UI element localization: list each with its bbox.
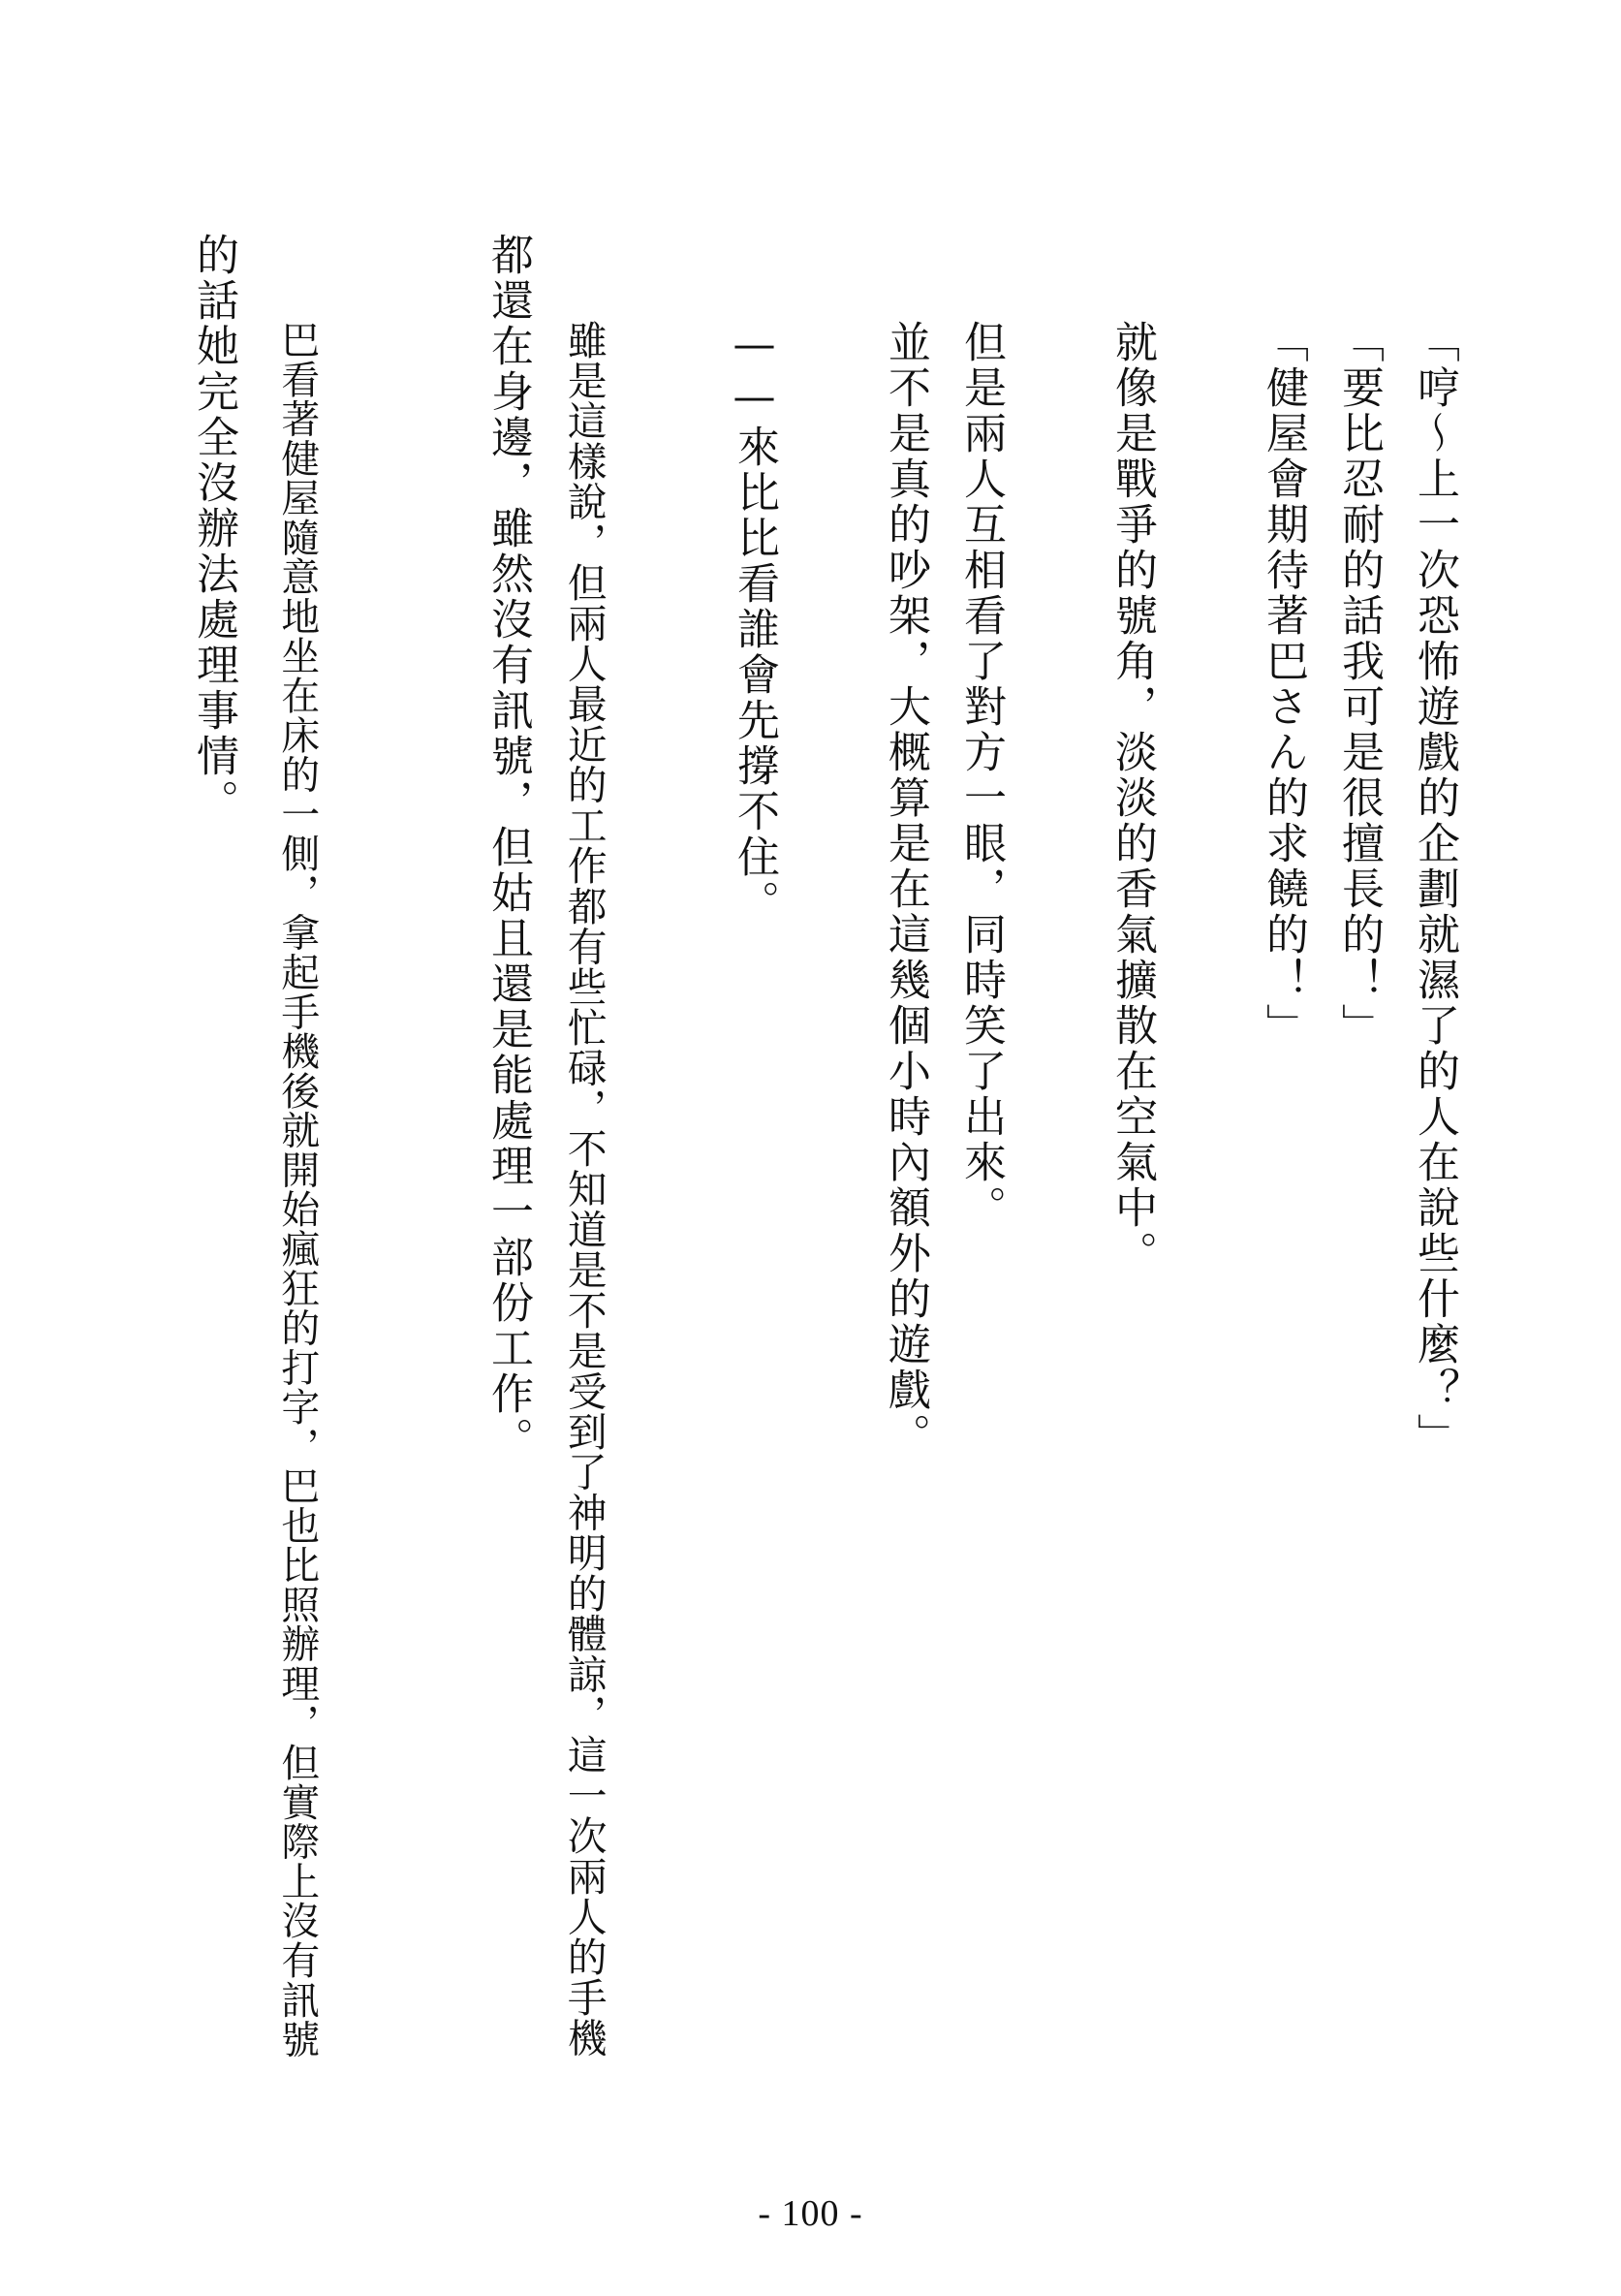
narration-line-1: 就像是戰爭的號角，淡淡的香氣擴散在空氣中。 (1107, 320, 1157, 1276)
narration-line-5: 雖是這樣說，但兩人最近的工作都有些忙碌，不知道是不是受到了神明的體諒，這一次兩人的手機 (560, 320, 608, 2059)
page-number: - 100 - (758, 2193, 863, 2234)
narration-line-3: 並不是真的吵架，大概算是在這幾個小時內額外的遊戲。 (881, 320, 930, 1459)
dialogue-line-1: 「哼～上一次恐怖遊戲的企劃就濕了的人在說些什麼？」 (1410, 320, 1459, 1459)
dialogue-line-2: 「要比忍耐的話我可是很擅長的！」 (1334, 320, 1384, 1049)
narration-line-8: 的話她完全沒辦法處理事情。 (189, 233, 238, 825)
narration-line-7: 巴看著健屋隨意地坐在床的一側，拿起手機後就開始瘋狂的打字，巴也比照辦理，但實際上沒有訊號 (274, 320, 320, 2060)
narration-line-4: ——來比比看誰會先撐不住。 (730, 320, 779, 926)
narration-line-2: 但是兩人互相看了對方一眼，同時笑了出來。 (956, 320, 1006, 1231)
dialogue-line-3: 「健屋會期待著巴さん的求饒的！」 (1259, 320, 1308, 1049)
narration-line-6: 都還在身邊，雖然沒有訊號，但姑且還是能處理一部份工作。 (483, 233, 533, 1463)
